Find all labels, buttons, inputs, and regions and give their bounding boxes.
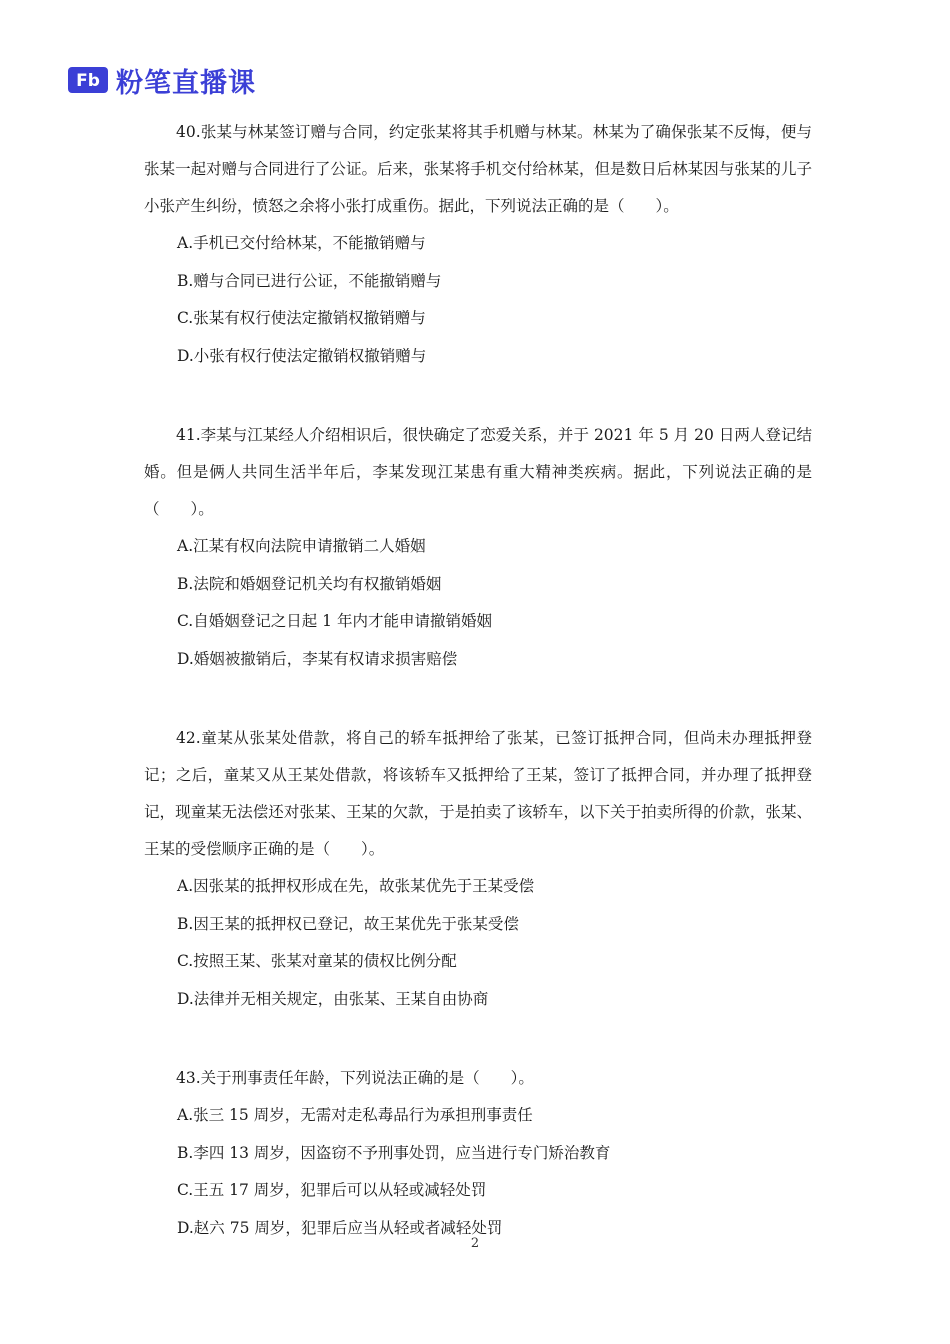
option-c: C.张某有权行使法定撤销权撤销赠与 bbox=[177, 309, 426, 327]
logo-mark-text: Fb bbox=[76, 71, 100, 91]
question-42 bbox=[144, 720, 812, 1018]
option-a: A.手机已交付给林某，不能撤销赠与 bbox=[177, 234, 426, 252]
page-number: 2 bbox=[470, 1236, 480, 1251]
option-c: C.王五 17 周岁，犯罪后可以从轻或减轻处罚 bbox=[177, 1181, 487, 1199]
question-stem: 43.关于刑事责任年龄，下列说法正确的是（ ）。 bbox=[176, 1069, 534, 1087]
question-41 bbox=[144, 417, 812, 678]
option-b: B.李四 13 周岁，因盗窃不予刑事处罚，应当进行专门矫治教育 bbox=[177, 1143, 611, 1162]
option-list bbox=[144, 1097, 812, 1247]
question-stem: 42.童某从张某处借款，将自己的轿车抵押给了张某，已签订抵押合同，但尚未办理抵押登记；之后，童某又从王某处借款，将该轿车又抵押给了王某，签订了抵押合同，并办理了抵押登记，现童某无法偿还对张某、王某的欠款，于是拍卖了该轿车，以下关于拍卖所得的价款，张某、王某的受偿顺序正确的是（ ）。 bbox=[144, 729, 812, 858]
question-43 bbox=[144, 1060, 812, 1247]
option-d: D.婚姻被撤销后，李某有权请求损害赔偿 bbox=[177, 649, 458, 668]
option-d: D.赵六 75 周岁，犯罪后应当从轻或者减轻处罚 bbox=[177, 1218, 503, 1237]
option-list bbox=[144, 868, 812, 1018]
fb-logo-icon bbox=[68, 67, 108, 93]
option-b: B.法院和婚姻登记机关均有权撤销婚姻 bbox=[177, 574, 442, 593]
question-stem: 40.张某与林某签订赠与合同，约定张某将其手机赠与林某。林某为了确保张某不反悔，便与张某一起对赠与合同进行了公证。后来，张某将手机交付给林某，但是数日后林某因与张某的儿子小张产生纠纷，愤怒之余将小张打成重伤。据此，下列说法正确的是（ ）。 bbox=[144, 123, 812, 215]
option-a: A.因张某的抵押权形成在先，故张某优先于王某受偿 bbox=[177, 877, 535, 895]
option-c: C.自婚姻登记之日起 1 年内才能申请撤销婚姻 bbox=[177, 612, 492, 630]
question-stem: 41.李某与江某经人介绍相识后，很快确定了恋爱关系，并于 2021 年 5 月 20 日两人登记结婚。但是俩人共同生活半年后，李某发现江某患有重大精神类疾病。据此，下列说法正确的是（ ）。 bbox=[144, 426, 812, 518]
question-40 bbox=[144, 114, 812, 375]
option-d: D.法律并无相关规定，由张某、王某自由协商 bbox=[177, 989, 489, 1008]
question-list bbox=[144, 114, 812, 1247]
option-list bbox=[144, 528, 812, 678]
option-a: A.江某有权向法院申请撤销二人婚姻 bbox=[177, 537, 426, 555]
option-list bbox=[144, 225, 812, 375]
option-d: D.小张有权行使法定撤销权撤销赠与 bbox=[177, 346, 427, 365]
option-b: B.因王某的抵押权已登记，故王某优先于张某受偿 bbox=[177, 914, 519, 933]
brand-logo bbox=[68, 60, 256, 100]
option-a: A.张三 15 周岁，无需对走私毒品行为承担刑事责任 bbox=[177, 1106, 533, 1124]
brand-name: 粉笔直播课 bbox=[116, 67, 256, 99]
option-c: C.按照王某、张某对童某的债权比例分配 bbox=[177, 952, 457, 970]
option-b: B.赠与合同已进行公证，不能撤销赠与 bbox=[177, 271, 442, 290]
